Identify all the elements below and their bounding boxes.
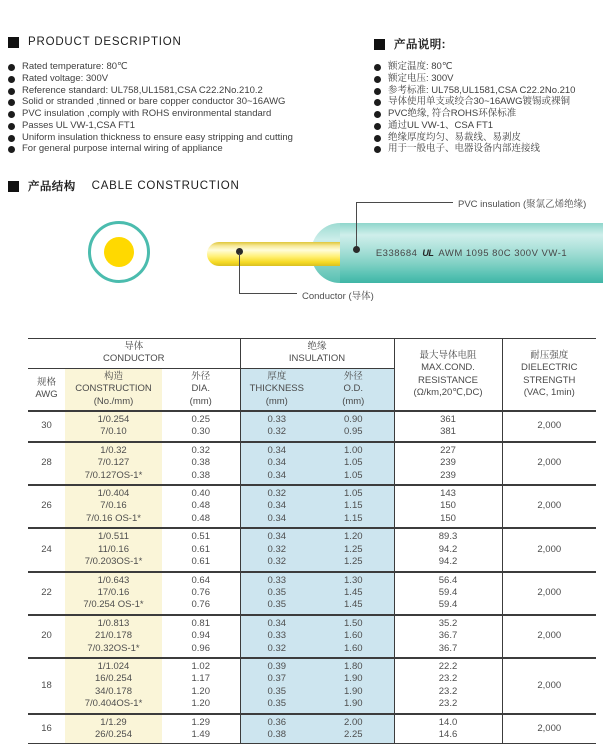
bullet-icon: [8, 111, 15, 118]
cell-thickness: 0.33 0.32: [240, 411, 313, 442]
table-row-awg-16: [28, 714, 596, 744]
cell-thickness: 0.34 0.32 0.32: [240, 528, 313, 571]
cell-dielectric: 2,000: [537, 457, 562, 469]
col-header-dielectric: [502, 339, 596, 412]
col-header-construction: [65, 368, 162, 411]
cell-construction: 1/0.254 7/0.10: [65, 411, 162, 442]
cell-dia: 0.64 0.76 0.76: [162, 572, 240, 615]
pvc-callout-line-h: [356, 202, 453, 203]
pvc-insulation-label: PVC insulation (聚氯乙烯绝缘): [458, 199, 587, 210]
product-description-header: [8, 36, 182, 48]
cell-awg: 20: [41, 630, 52, 642]
cell-dielectric: 2,000: [537, 420, 562, 432]
resistance-header-line: MAX.COND.: [421, 362, 475, 374]
conductor-callout-line-v: [239, 253, 240, 293]
bullet-icon: [374, 76, 381, 83]
dielectric-header-line: DIELECTRIC: [521, 362, 578, 374]
thickness-header-line: THICKNESS: [249, 383, 304, 395]
bullet-text: Rated temperature: 80℃: [22, 61, 128, 72]
bullet-icon: [8, 123, 15, 130]
bullet-item: [374, 144, 603, 154]
cell-awg: 18: [41, 679, 52, 691]
group-header-insulation: [240, 339, 394, 369]
cell-dielectric: 2,000: [537, 543, 562, 555]
conductor-label: Conductor (导体): [302, 291, 374, 302]
table-row-awg-30: [28, 411, 596, 442]
bullet-text: PVC绝缘, 符合ROHS环保标准: [388, 108, 517, 120]
bullet-text: Uniform insulation thickness to ensure easy stripping and cutting: [22, 131, 293, 143]
bullet-icon: [374, 64, 381, 71]
bullet-text: Reference standard: UL758,UL1581,CSA C22.2No.210.2: [22, 84, 263, 96]
cell-od: 1.00 1.05 1.05: [313, 442, 394, 485]
section-square-icon: [8, 181, 19, 192]
bullet-item: [374, 62, 603, 72]
awg-header-line: 规格: [36, 377, 56, 389]
bullet-item: [374, 121, 603, 131]
bullet-text: 导体使用单支或绞合30~16AWG镀锡或裸铜: [388, 96, 571, 108]
cell-construction: 1/0.511 11/0.16 7/0.203OS-1*: [65, 528, 162, 571]
cell-dielectric: 2,000: [537, 722, 562, 734]
od-header-line: (mm): [342, 395, 365, 407]
col-header-awg: [28, 368, 65, 411]
cell-dielectric: 2,000: [537, 679, 562, 691]
group-insulation-en: INSULATION: [288, 353, 346, 365]
cell-dia: 0.40 0.48 0.48: [162, 485, 240, 528]
construction-header-line: 构造: [103, 370, 123, 382]
table-row-awg-26: [28, 485, 596, 528]
cell-resistance: 14.0 14.6: [394, 714, 502, 744]
bullet-text: 用于一般电子、电器设备内部连接线: [388, 143, 541, 155]
bullet-text: 通过UL VW-1、CSA FT1: [388, 119, 494, 131]
bullet-item: [8, 62, 370, 72]
bullet-item: [374, 133, 603, 143]
table-row-awg-22: [28, 572, 596, 615]
cell-awg: 26: [41, 500, 52, 512]
cell-resistance: 143 150 150: [394, 485, 502, 528]
bullet-item: [374, 109, 603, 119]
dielectric-header-line: 耐压强度: [530, 349, 569, 361]
cell-resistance: 361 381: [394, 411, 502, 442]
cell-resistance: 56.4 59.4 59.4: [394, 572, 502, 615]
cell-od: 1.30 1.45 1.45: [313, 572, 394, 615]
cell-awg: 30: [41, 420, 52, 432]
bullet-item: [8, 86, 370, 96]
cell-od: 1.05 1.15 1.15: [313, 485, 394, 528]
bullet-icon: [8, 146, 15, 153]
table-row-awg-24: [28, 528, 596, 571]
cross-section-conductor: [104, 237, 134, 267]
cable-print-marking: AWM 1095 80C 300V VW-1: [438, 247, 568, 259]
group-conductor-en: CONDUCTOR: [102, 353, 165, 365]
cell-construction: 1/1.024 16/0.254 34/0.178 7/0.404OS-1*: [65, 658, 162, 714]
bullet-text: 额定电压: 300V: [388, 72, 454, 84]
bullet-icon: [8, 88, 15, 95]
col-header-dia: [162, 368, 240, 411]
section-square-icon: [8, 37, 19, 48]
bullet-text: For general purpose internal wiring of appliance: [22, 143, 223, 155]
cell-dia: 1.02 1.17 1.20 1.20: [162, 658, 240, 714]
cell-od: 1.80 1.90 1.90 1.90: [313, 658, 394, 714]
dielectric-header-line: (VAC, 1min): [523, 386, 575, 398]
cell-thickness: 0.34 0.33 0.32: [240, 615, 313, 658]
insulation-cylinder: [340, 223, 603, 283]
awg-header-line: AWG: [35, 389, 58, 401]
bullet-icon: [374, 135, 381, 142]
cell-awg: 16: [41, 722, 52, 734]
cell-construction: 1/0.32 7/0.127 7/0.127OS-1*: [65, 442, 162, 485]
dielectric-header-line: STRENGTH: [523, 374, 576, 386]
product-description-title: PRODUCT DESCRIPTION: [28, 36, 182, 48]
cell-construction: 1/0.813 21/0.178 7/0.32OS-1*: [65, 615, 162, 658]
dia-header-line: (mm): [189, 395, 212, 407]
col-header-resistance: [394, 339, 502, 412]
section-square-icon: [374, 39, 385, 50]
ul-logo-icon: UL: [422, 248, 434, 258]
od-header-line: 外径: [343, 370, 363, 382]
cell-od: 1.50 1.60 1.60: [313, 615, 394, 658]
dia-header-line: 外径: [191, 370, 211, 382]
bullet-text: Passes UL VW-1,CSA FT1: [22, 119, 135, 131]
bullet-text: Rated voltage: 300V: [22, 72, 109, 84]
bullet-icon: [8, 64, 15, 71]
bullet-item: [374, 86, 603, 96]
col-header-od: [313, 368, 394, 411]
cell-construction: 1/1.29 26/0.254: [65, 714, 162, 744]
conductor-callout-line-h: [239, 293, 297, 294]
cell-dielectric: 2,000: [537, 500, 562, 512]
cell-dia: 0.32 0.38 0.38: [162, 442, 240, 485]
bullet-text: 绝缘厚度均匀、易裁线、易剥皮: [388, 131, 522, 143]
cell-thickness: 0.34 0.34 0.34: [240, 442, 313, 485]
cell-dia: 1.29 1.49: [162, 714, 240, 744]
bullet-icon: [8, 76, 15, 83]
cell-od: 1.20 1.25 1.25: [313, 528, 394, 571]
bullet-item: [374, 97, 603, 107]
conductor-rod: [207, 242, 352, 266]
bullet-item: [374, 74, 603, 84]
bullet-item: [8, 133, 370, 143]
group-header-conductor: [28, 339, 240, 369]
cell-dia: 0.81 0.94 0.96: [162, 615, 240, 658]
bullet-text: 额定温度: 80℃: [388, 61, 453, 72]
bullet-item: [8, 74, 370, 84]
product-description-cn-header: [374, 36, 446, 52]
bullet-item: [8, 121, 370, 131]
cell-dia: 0.25 0.30: [162, 411, 240, 442]
cell-construction: 1/0.404 7/0.16 7/0.16 OS-1*: [65, 485, 162, 528]
cell-resistance: 35.2 36.7 36.7: [394, 615, 502, 658]
cell-resistance: 89.3 94.2 94.2: [394, 528, 502, 571]
cell-resistance: 22.2 23.2 23.2 23.2: [394, 658, 502, 714]
cable-print-cert: E338684: [375, 247, 418, 259]
bullet-text: Solid or stranded ,tinned or bare copper conductor 30~16AWG: [22, 96, 286, 108]
bullet-icon: [374, 88, 381, 95]
cell-construction: 1/0.643 17/0.16 7/0.254 OS-1*: [65, 572, 162, 615]
bullet-icon: [8, 99, 15, 106]
od-header-line: O.D.: [343, 383, 364, 395]
cell-thickness: 0.33 0.35 0.35: [240, 572, 313, 615]
cell-awg: 24: [41, 543, 52, 555]
pvc-callout-dot: [353, 246, 360, 253]
resistance-header-line: 最大导体电阻: [419, 349, 477, 361]
group-insulation-cn: 绝缘: [307, 341, 327, 352]
cell-resistance: 227 239 239: [394, 442, 502, 485]
cell-thickness: 0.32 0.34 0.34: [240, 485, 313, 528]
thickness-header-line: (mm): [265, 395, 288, 407]
pvc-callout-line-v: [356, 202, 357, 250]
table-group-header-row: [28, 339, 596, 369]
bullet-item: [8, 97, 370, 107]
table-body: [28, 411, 596, 744]
bullet-icon: [374, 111, 381, 118]
resistance-header-line: RESISTANCE: [418, 374, 479, 386]
table-row-awg-20: [28, 615, 596, 658]
thickness-header-line: 厚度: [267, 370, 287, 382]
table-row-awg-18: [28, 658, 596, 714]
cable-construction-header: [8, 178, 240, 194]
cell-awg: 28: [41, 457, 52, 469]
cell-od: 2.00 2.25: [313, 714, 394, 744]
cell-dielectric: 2,000: [537, 586, 562, 598]
construction-header-line: CONSTRUCTION: [75, 383, 152, 395]
bullet-item: [8, 144, 370, 154]
bullet-icon: [374, 146, 381, 153]
product-description-list: [8, 62, 370, 156]
construction-header-line: (No./mm): [93, 395, 134, 407]
bullet-icon: [374, 99, 381, 106]
cell-dielectric: 2,000: [537, 630, 562, 642]
cell-thickness: 0.36 0.38: [240, 714, 313, 744]
bullet-text: 参考标准: UL758,UL1581,CSA C22.2No.210: [388, 84, 576, 96]
bullet-text: PVC insulation ,comply with ROHS environmental standard: [22, 108, 272, 120]
table-row-awg-28: [28, 442, 596, 485]
cell-thickness: 0.39 0.37 0.35 0.35: [240, 658, 313, 714]
product-description-cn-title: 产品说明:: [394, 39, 446, 51]
cable-construction-title-cn: 产品结构: [28, 181, 76, 193]
bullet-icon: [8, 135, 15, 142]
bullet-icon: [374, 123, 381, 130]
cell-dia: 0.51 0.61 0.61: [162, 528, 240, 571]
dia-header-line: DIA.: [191, 383, 210, 395]
cell-awg: 22: [41, 586, 52, 598]
cell-od: 0.90 0.95: [313, 411, 394, 442]
spec-table: [28, 338, 596, 744]
group-conductor-cn: 导体: [124, 341, 144, 352]
bullet-item: [8, 109, 370, 119]
resistance-header-line: (Ω/km,20℃,DC): [413, 386, 483, 398]
col-header-thickness: [240, 368, 313, 411]
cable-construction-title-en: CABLE CONSTRUCTION: [91, 180, 240, 192]
product-description-cn-list: [374, 62, 603, 156]
